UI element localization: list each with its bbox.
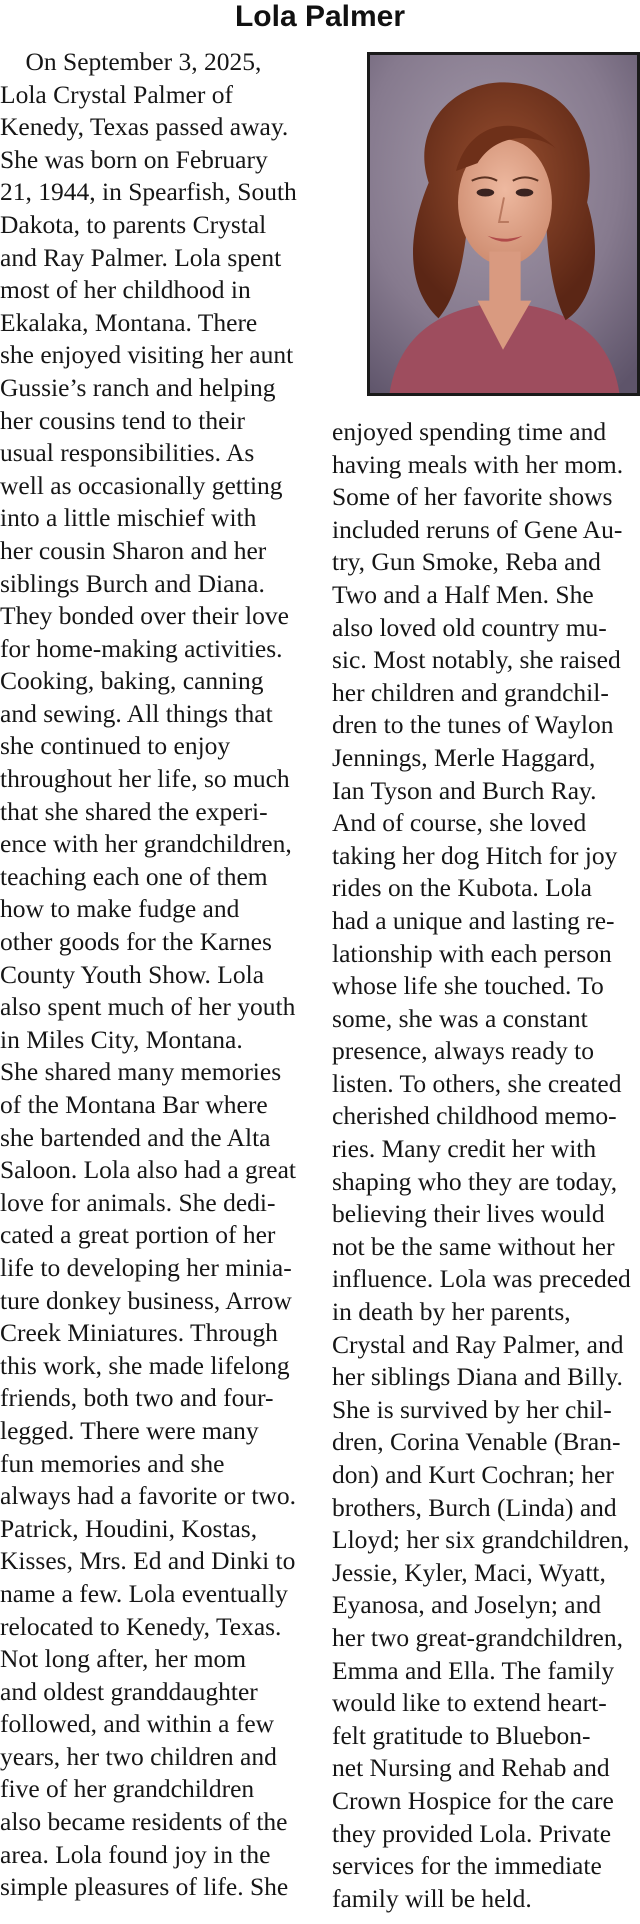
text-line: ture donkey business, Arrow <box>0 1285 292 1315</box>
text-line: into a little mischief with <box>0 503 257 533</box>
text-line: her children and grandchil- <box>332 677 609 707</box>
text-line: they provided Lola. Private <box>332 1818 612 1848</box>
text-line: also became residents of the <box>0 1807 288 1837</box>
text-line: Lloyd; her six grandchildren, <box>332 1525 630 1555</box>
text-line: teaching each one of them <box>0 861 268 891</box>
text-line: had a unique and lasting re- <box>332 905 615 935</box>
obituary-text-left-column <box>0 46 316 1904</box>
text-line: Patrick, Houdini, Kostas, <box>0 1513 258 1543</box>
text-line: Crown Hospice for the care <box>332 1785 614 1815</box>
text-line: Two and a Half Men. She <box>332 579 594 609</box>
text-line: followed, and within a few <box>0 1709 275 1739</box>
text-line: Gussie’s ranch and helping <box>0 372 276 402</box>
text-line: Dakota, to parents Crystal <box>0 209 267 239</box>
text-line: Saloon. Lola also had a great <box>0 1155 296 1185</box>
text-line: ence with her grandchildren, <box>0 829 292 859</box>
text-line: five of her grandchildren <box>0 1774 255 1804</box>
text-line: felt gratitude to Bluebon- <box>332 1720 591 1750</box>
text-line: lationship with each person <box>332 938 612 968</box>
text-line: listen. To others, she created <box>332 1068 622 1098</box>
text-line: life to developing her minia- <box>0 1252 292 1282</box>
text-line: shaping who they are today, <box>332 1166 618 1196</box>
text-line: having meals with her mom. <box>332 449 624 479</box>
text-line: always had a favorite or two. <box>0 1481 296 1511</box>
text-line: and sewing. All things that <box>0 698 273 728</box>
text-line: On September 3, 2025, <box>0 47 262 76</box>
obituary-text-right-column <box>332 416 640 1915</box>
text-line: her cousins tend to their <box>0 405 246 435</box>
text-line: And of course, she loved <box>332 808 587 838</box>
text-line: simple pleasures of life. She <box>0 1872 289 1902</box>
text-line: enjoyed spending time and <box>332 417 607 446</box>
text-line: Jennings, Merle Haggard, <box>332 742 596 772</box>
text-line: that she shared the experi- <box>0 796 268 826</box>
text-line: She was born on February <box>0 144 268 174</box>
text-line: ries. Many credit her with <box>332 1134 597 1164</box>
text-line: She shared many memories <box>0 1057 282 1087</box>
page-title: Lola Palmer <box>234 0 406 33</box>
text-line: whose life she touched. To <box>332 971 604 1001</box>
text-line: in death by her parents, <box>332 1297 571 1327</box>
text-line: Kenedy, Texas passed away. <box>0 112 289 142</box>
text-line: also loved old country mu- <box>332 612 607 642</box>
portrait-photo <box>367 52 640 396</box>
text-line: she enjoyed visiting her aunt <box>0 340 294 370</box>
text-line: of the Montana Bar where <box>0 1090 268 1119</box>
text-line: Lola Crystal Palmer of <box>0 79 233 109</box>
text-line: try, Gun Smoke, Reba and <box>332 547 601 577</box>
text-line: cherished childhood memo- <box>332 1101 617 1131</box>
text-line: friends, both two and four- <box>0 1383 274 1413</box>
text-line: influence. Lola was preceded <box>332 1264 631 1294</box>
text-line: legged. There were many <box>0 1415 259 1445</box>
text-line: and oldest granddaughter <box>0 1676 258 1706</box>
text-line: They bonded over their love <box>0 601 289 631</box>
text-line: believing their lives would <box>332 1199 605 1229</box>
text-line: dren to the tunes of Waylon <box>332 710 614 740</box>
text-line: Kisses, Mrs. Ed and Dinki to <box>0 1546 296 1576</box>
text-line: County Youth Show. Lola <box>0 959 265 989</box>
text-line: dren, Corina Venable (Bran- <box>332 1427 621 1457</box>
text-line: presence, always ready to <box>332 1036 594 1066</box>
text-line: love for animals. She dedi- <box>0 1187 276 1217</box>
text-line: taking her dog Hitch for joy <box>332 840 618 870</box>
text-line: Ian Tyson and Burch Ray. <box>332 775 597 805</box>
text-line: don) and Kurt Cochran; her <box>332 1460 614 1489</box>
text-line: usual responsibilities. As <box>0 438 255 468</box>
text-line: also spent much of her youth <box>0 992 296 1022</box>
text-line: other goods for the Karnes <box>0 927 272 957</box>
text-line: Some of her favorite shows <box>332 482 613 512</box>
text-line: throughout her life, so much <box>0 764 290 794</box>
text-line: would like to extend heart- <box>332 1688 607 1718</box>
text-line: included reruns of Gene Au- <box>332 514 623 544</box>
text-line: not be the same without her <box>332 1231 615 1261</box>
text-line: her two great-grandchildren, <box>332 1622 623 1652</box>
text-line: she bartended and the Alta <box>0 1122 271 1152</box>
text-line: sic. Most notably, she raised <box>332 645 621 675</box>
text-line: Cooking, baking, canning <box>0 666 264 696</box>
text-line: her cousin Sharon and her <box>0 535 267 565</box>
text-line: Ekalaka, Montana. There <box>0 307 258 337</box>
text-line: Not long after, her mom <box>0 1644 247 1674</box>
text-line: brothers, Burch (Linda) and <box>332 1492 617 1522</box>
portrait-illustration <box>370 55 637 393</box>
text-line: She is survived by her chil- <box>332 1394 612 1424</box>
text-line: Eyanosa, and Joselyn; and <box>332 1590 602 1620</box>
text-line: well as occasionally getting <box>0 470 283 500</box>
text-line: Emma and Ella. The family <box>332 1655 615 1685</box>
text-line: this work, she made lifelong <box>0 1350 290 1380</box>
text-line: some, she was a constant <box>332 1003 588 1033</box>
text-line: Crystal and Ray Palmer, and <box>332 1329 624 1359</box>
text-line: net Nursing and Rehab and <box>332 1753 610 1783</box>
text-line: relocated to Kenedy, Texas. <box>0 1611 282 1641</box>
text-line: for home-making activities. <box>0 633 283 663</box>
text-line: and Ray Palmer. Lola spent <box>0 242 282 272</box>
text-line: rides on the Kubota. Lola <box>332 873 592 903</box>
text-line: how to make fudge and <box>0 894 240 924</box>
text-line: in Miles City, Montana. <box>0 1024 243 1054</box>
text-line: family will be held. <box>332 1883 532 1913</box>
text-line: 21, 1944, in Spearfish, South <box>0 177 297 207</box>
text-line: cated a great portion of her <box>0 1220 276 1250</box>
text-line: name a few. Lola eventually <box>0 1578 288 1608</box>
text-line: fun memories and she <box>0 1448 225 1478</box>
text-line: Creek Miniatures. Through <box>0 1318 278 1348</box>
text-line: she continued to enjoy <box>0 731 231 761</box>
text-line: years, her two children and <box>0 1741 277 1771</box>
text-line: her siblings Diana and Billy. <box>332 1362 623 1392</box>
text-line: siblings Burch and Diana. <box>0 568 265 598</box>
text-line: services for the immediate <box>332 1851 602 1881</box>
text-line: area. Lola found joy in the <box>0 1839 271 1869</box>
text-line: most of her childhood in <box>0 275 251 305</box>
text-line: Jessie, Kyler, Maci, Wyatt, <box>332 1557 606 1587</box>
